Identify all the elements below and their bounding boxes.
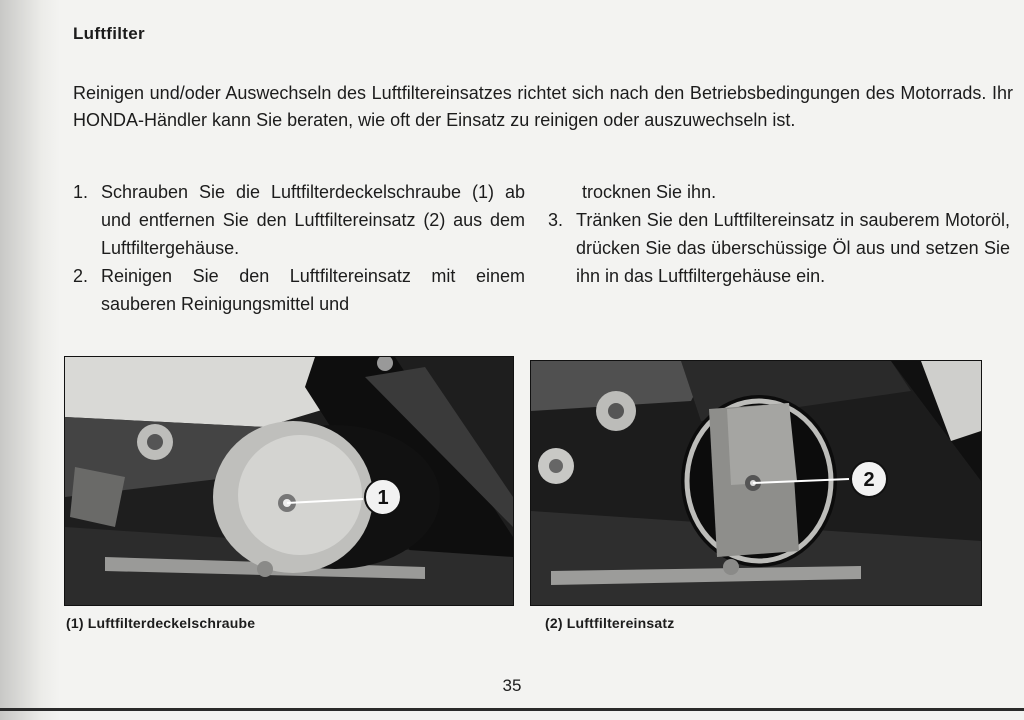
intro-paragraph: Reinigen und/oder Auswechseln des Luftfiltereinsatzes richtet sich nach den Betriebsbedingungen des Motorrads. Ihr HONDA-Händler kann Sie beraten, wie oft der Einsatz zu reinigen oder auszuwechseln ist. — [73, 83, 1013, 130]
step-text: Reinigen Sie den Luftfiltereinsatz mit einem sauberen Reinigungsmittel und — [101, 266, 525, 314]
figure-caption-2: (2) Luftfiltereinsatz — [545, 615, 675, 631]
step-3 — [548, 206, 1010, 290]
page-number: 35 — [502, 676, 522, 695]
step-number: 2. — [73, 266, 89, 286]
photo-air-filter-element — [530, 360, 982, 606]
bottom-divider — [0, 708, 1024, 711]
instructions-left-column — [73, 178, 525, 318]
section-title: Luftfilter — [73, 24, 145, 43]
page-edge-shadow — [0, 0, 60, 720]
step-text: Tränken Sie den Luftfiltereinsatz in sauberem Motoröl, drücken Sie das überschüssige Öl aus und setzen Sie ihn in das Luftfiltergehäuse ein. — [576, 210, 1010, 286]
callout-number: 1 — [377, 487, 389, 509]
step-1 — [73, 178, 525, 262]
step-number: 3. — [548, 210, 564, 230]
step-2 — [73, 262, 525, 318]
step-number: 1. — [73, 182, 89, 202]
figure-caption-1: (1) Luftfilterdeckelschraube — [66, 615, 256, 631]
instructions-right-column — [548, 178, 1010, 290]
step-text: Schrauben Sie die Luftfilterdeckelschraube (1) ab und entfernen Sie den Luftfiltereinsatz (2) aus dem Luftfiltergehäuse. — [101, 182, 525, 258]
photo-air-filter-cover — [64, 356, 514, 606]
step-2-continuation: trocknen Sie ihn. — [582, 182, 717, 202]
callout-number: 2 — [863, 469, 875, 491]
